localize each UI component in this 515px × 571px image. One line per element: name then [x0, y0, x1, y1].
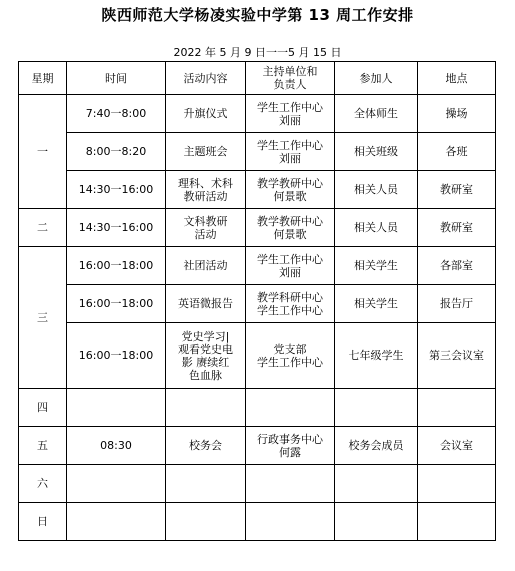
location-cell: 教研室 — [418, 171, 496, 209]
location-cell — [418, 503, 496, 541]
page-title: 陕西师范大学杨凌实验中学第 13 周工作安排 — [101, 6, 414, 24]
host-cell — [246, 389, 335, 427]
location-cell: 第三会议室 — [418, 323, 496, 389]
time-cell: 08:30 — [67, 427, 166, 465]
schedule-table — [18, 61, 496, 541]
table-row — [19, 95, 496, 133]
table-row — [19, 133, 496, 171]
location-cell: 操场 — [418, 95, 496, 133]
activity-cell: 社团活动 — [166, 247, 246, 285]
host-cell: 学生工作中心 刘丽 — [246, 133, 335, 171]
header-cell-host: 主持单位和 负责人 — [246, 62, 335, 95]
table-row — [19, 503, 496, 541]
table-row — [19, 323, 496, 389]
activity-cell: 文科教研 活动 — [166, 209, 246, 247]
participants-cell — [335, 465, 418, 503]
host-cell: 学生工作中心 刘丽 — [246, 95, 335, 133]
activity-cell — [166, 389, 246, 427]
activity-cell — [166, 503, 246, 541]
activity-cell: 校务会 — [166, 427, 246, 465]
time-cell: 7:40一8:00 — [67, 95, 166, 133]
location-cell: 各班 — [418, 133, 496, 171]
activity-cell: 党史学习| 观看党史电 影 赓续红 色血脉 — [166, 323, 246, 389]
location-cell: 报告厅 — [418, 285, 496, 323]
table-row — [19, 465, 496, 503]
table-row — [19, 209, 496, 247]
time-cell: 14:30一16:00 — [67, 171, 166, 209]
host-cell: 党支部 学生工作中心 — [246, 323, 335, 389]
host-cell: 学生工作中心 刘丽 — [246, 247, 335, 285]
table-row — [19, 389, 496, 427]
location-cell: 各部室 — [418, 247, 496, 285]
activity-cell: 升旗仪式 — [166, 95, 246, 133]
time-cell: 8:00一8:20 — [67, 133, 166, 171]
table-row — [19, 427, 496, 465]
participants-cell: 相关学生 — [335, 285, 418, 323]
participants-cell: 七年级学生 — [335, 323, 418, 389]
host-cell — [246, 503, 335, 541]
day-cell: 四 — [19, 389, 67, 427]
location-cell: 教研室 — [418, 209, 496, 247]
activity-cell: 主题班会 — [166, 133, 246, 171]
activity-cell — [166, 465, 246, 503]
host-cell: 教学教研中心 何景歌 — [246, 209, 335, 247]
participants-cell: 相关人员 — [335, 171, 418, 209]
header-cell-participants: 参加人 — [335, 62, 418, 95]
location-cell: 会议室 — [418, 427, 496, 465]
time-cell — [67, 503, 166, 541]
host-cell — [246, 465, 335, 503]
date-range: 2022 年 5 月 9 日一一5 月 15 日 — [173, 46, 342, 59]
table-row — [19, 247, 496, 285]
participants-cell: 相关学生 — [335, 247, 418, 285]
host-cell: 教学科研中心 学生工作中心 — [246, 285, 335, 323]
day-cell: 日 — [19, 503, 67, 541]
time-cell — [67, 465, 166, 503]
participants-cell — [335, 503, 418, 541]
table-row — [19, 285, 496, 323]
time-cell: 16:00一18:00 — [67, 247, 166, 285]
participants-cell: 相关人员 — [335, 209, 418, 247]
header-cell-time: 时间 — [67, 62, 166, 95]
day-cell: 五 — [19, 427, 67, 465]
time-cell: 16:00一18:00 — [67, 285, 166, 323]
time-cell: 14:30一16:00 — [67, 209, 166, 247]
participants-cell: 相关班级 — [335, 133, 418, 171]
location-cell — [418, 465, 496, 503]
table-row — [19, 171, 496, 209]
participants-cell — [335, 389, 418, 427]
host-cell: 行政事务中心 何露 — [246, 427, 335, 465]
time-cell — [67, 389, 166, 427]
header-cell-activity: 活动内容 — [166, 62, 246, 95]
time-cell: 16:00一18:00 — [67, 323, 166, 389]
day-cell: 二 — [19, 209, 67, 247]
header-cell-day: 星期 — [19, 62, 67, 95]
host-cell: 教学教研中心 何景歌 — [246, 171, 335, 209]
day-cell: 六 — [19, 465, 67, 503]
activity-cell: 理科、术科 教研活动 — [166, 171, 246, 209]
day-cell: 三 — [19, 247, 67, 389]
participants-cell: 校务会成员 — [335, 427, 418, 465]
day-cell: 一 — [19, 95, 67, 209]
header-cell-location: 地点 — [418, 62, 496, 95]
header-row — [19, 62, 496, 95]
location-cell — [418, 389, 496, 427]
participants-cell: 全体师生 — [335, 95, 418, 133]
activity-cell: 英语微报告 — [166, 285, 246, 323]
